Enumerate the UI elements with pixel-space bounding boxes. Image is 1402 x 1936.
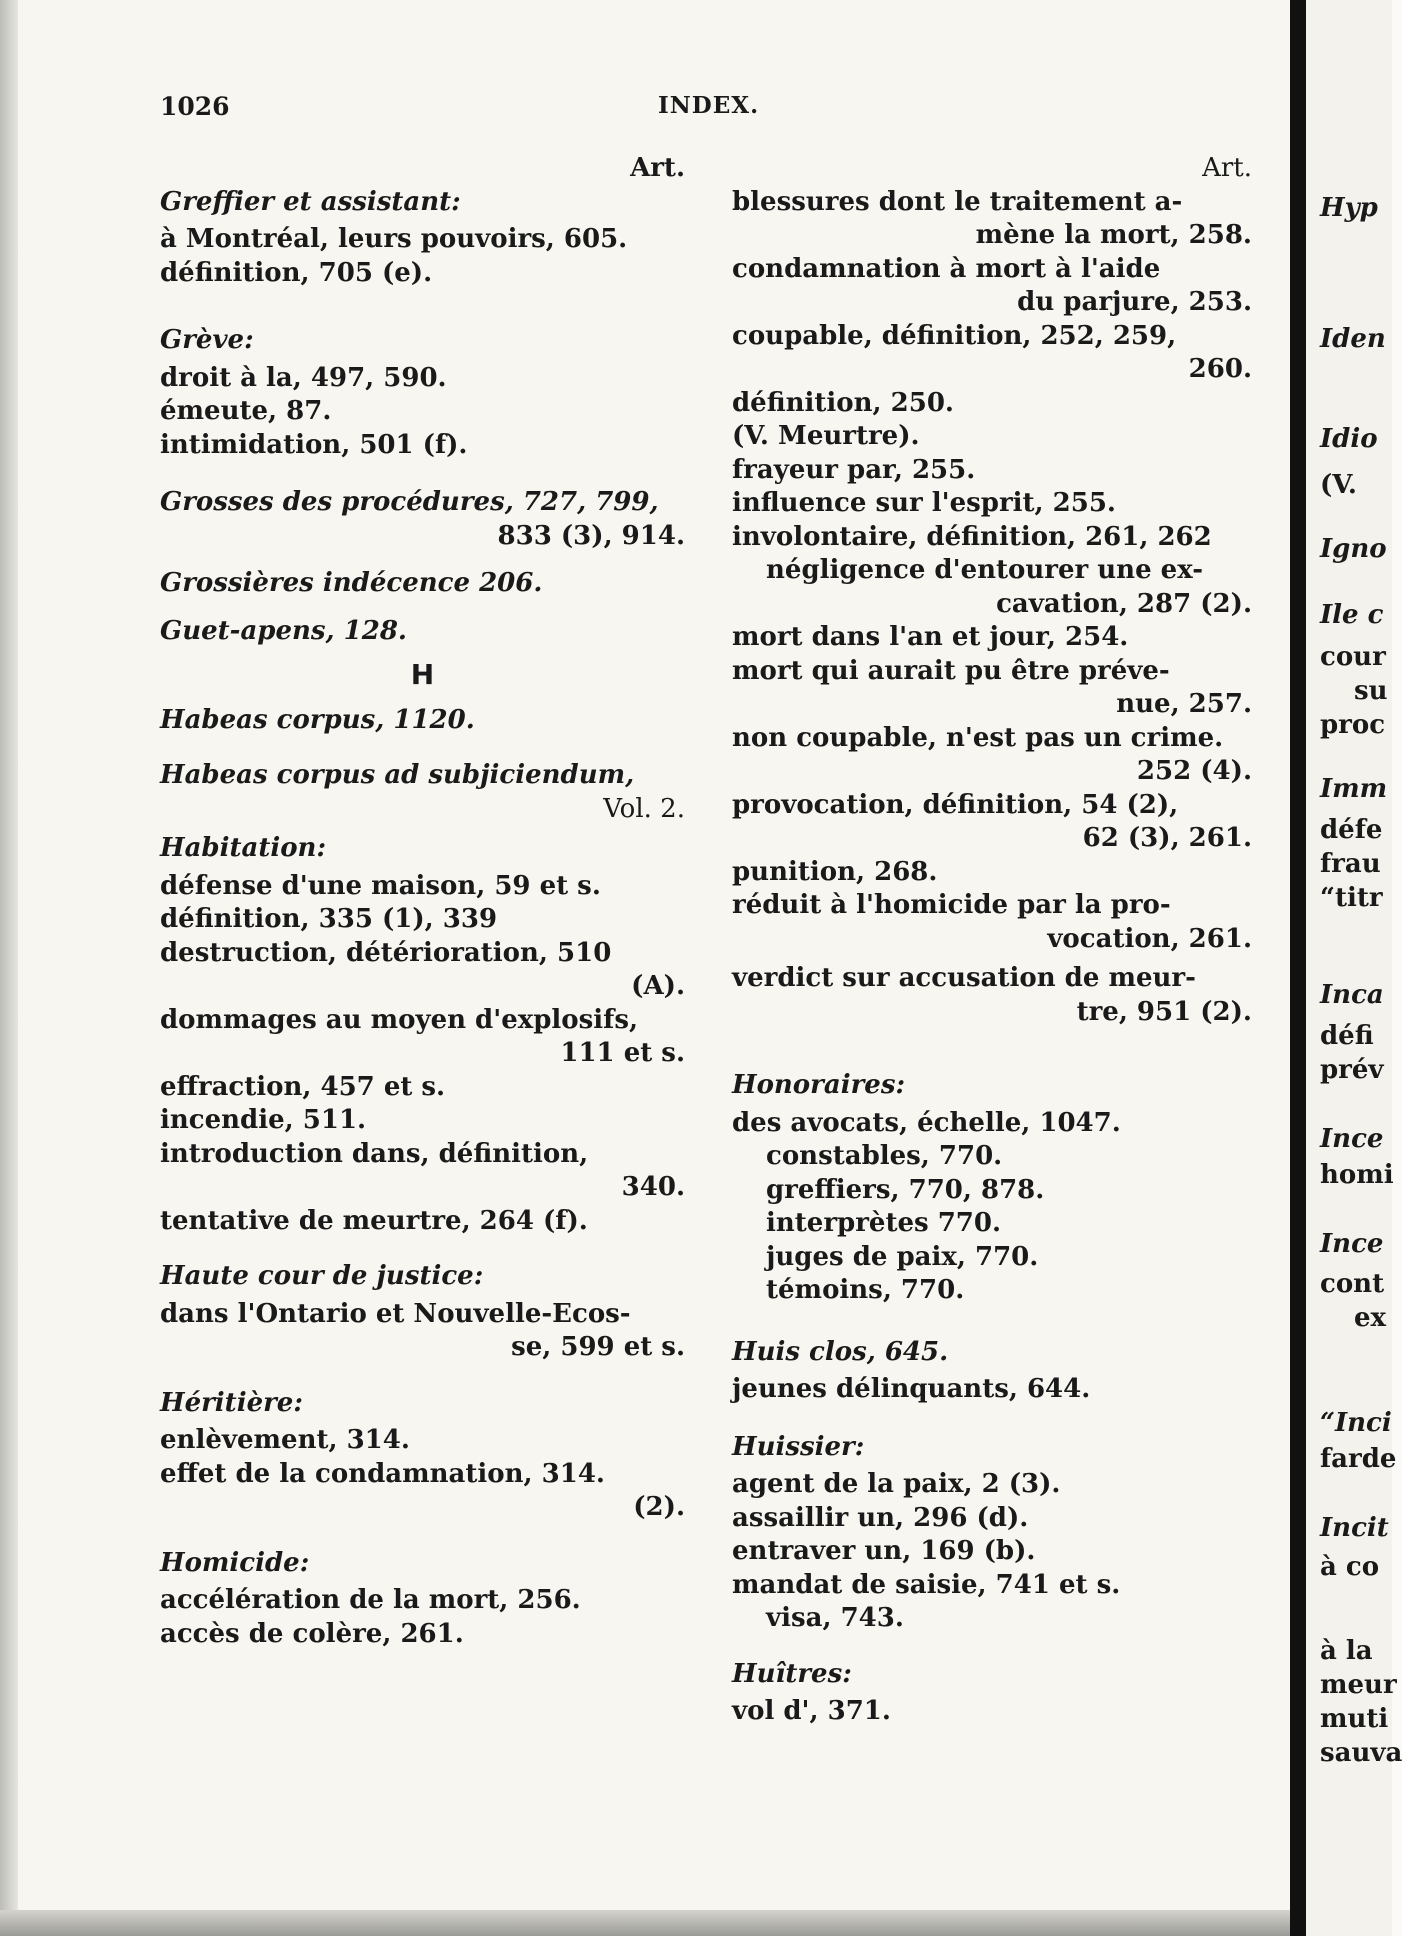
- adjacent-text: Ince: [1320, 1124, 1384, 1154]
- index-entry: accélération de la mort, 256.: [160, 1585, 581, 1615]
- index-entry: condamnation à mort à l'aide: [732, 253, 1161, 284]
- index-entry-continuation: mène la mort, 258.: [975, 220, 1252, 250]
- index-entry: défense d'une maison, 59 et s.: [160, 870, 601, 901]
- index-entry: involontaire, définition, 261, 262: [732, 521, 1212, 552]
- page-bottom-shadow: [0, 1910, 1300, 1936]
- index-heading: Habitation:: [160, 833, 327, 863]
- index-heading: Grossières indécence 206.: [160, 568, 543, 598]
- index-entry: effraction, 457 et s.: [160, 1071, 446, 1102]
- index-entry: émeute, 87.: [160, 396, 332, 426]
- index-heading: Greffier et assistant:: [160, 186, 461, 217]
- index-entry: provocation, définition, 54 (2),: [732, 789, 1179, 820]
- adjacent-text: à la: [1320, 1636, 1373, 1666]
- index-entry: entraver un, 169 (b).: [732, 1536, 1036, 1566]
- index-heading: Honoraires:: [732, 1070, 906, 1100]
- index-entry: incendie, 511.: [160, 1105, 367, 1135]
- adjacent-text: “titr: [1320, 883, 1383, 913]
- index-entry-continuation: 252 (4).: [1136, 756, 1252, 786]
- adjacent-text: ex: [1354, 1303, 1387, 1333]
- page-number: 1026: [160, 92, 230, 121]
- index-entry: accès de colère, 261.: [160, 1618, 464, 1649]
- index-entry: non coupable, n'est pas un crime.: [732, 722, 1224, 753]
- index-entry-continuation: 833 (3), 914.: [497, 520, 685, 551]
- index-subentry: négligence d'entourer une ex-: [766, 555, 1204, 585]
- adjacent-text: cont: [1320, 1269, 1385, 1299]
- index-entry: influence sur l'esprit, 255.: [732, 488, 1116, 518]
- index-heading: Grève:: [160, 325, 254, 355]
- index-entry-continuation: 260.: [1188, 354, 1252, 384]
- index-entry: tentative de meurtre, 264 (f).: [160, 1205, 588, 1236]
- index-entry-continuation: vocation, 261.: [1047, 923, 1252, 954]
- adjacent-text: Imm: [1320, 774, 1388, 804]
- index-entry-continuation: 111 et s.: [560, 1038, 685, 1068]
- index-heading: Guet-apens, 128.: [160, 615, 407, 646]
- index-entry: effet de la condamnation, 314.: [160, 1458, 605, 1489]
- index-subentry: constables, 770.: [766, 1141, 1003, 1171]
- adjacent-text: Hyp: [1320, 193, 1378, 223]
- adjacent-text: Ile c: [1320, 600, 1384, 630]
- index-entry: mandat de saisie, 741 et s.: [732, 1569, 1121, 1600]
- index-heading: Huîtres:: [732, 1658, 852, 1689]
- index-heading: Grosses des procédures, 727, 799,: [160, 487, 659, 517]
- index-heading: Haute cour de justice:: [160, 1261, 484, 1291]
- index-entry: coupable, définition, 252, 259,: [732, 320, 1177, 351]
- index-entry: frayeur par, 255.: [732, 454, 976, 485]
- index-entry-continuation: 340.: [621, 1172, 685, 1202]
- adjacent-text: (V.: [1320, 470, 1357, 500]
- index-subentry: greffiers, 770, 878.: [766, 1174, 1045, 1205]
- index-subentry: visa, 743.: [766, 1603, 904, 1633]
- adjacent-text: proc: [1320, 710, 1386, 740]
- index-entry: agent de la paix, 2 (3).: [732, 1469, 1061, 1499]
- index-entry: définition, 705 (e).: [160, 257, 433, 288]
- adjacent-text: Inca: [1320, 980, 1384, 1010]
- index-entry: verdict sur accusation de meur-: [732, 963, 1196, 993]
- index-entry: punition, 268.: [732, 856, 938, 887]
- adjacent-text: à co: [1320, 1552, 1380, 1582]
- index-heading: Huissier:: [732, 1431, 865, 1462]
- index-heading: Habeas corpus, 1120.: [160, 704, 475, 735]
- adjacent-text: Ince: [1320, 1229, 1384, 1259]
- adjacent-text: cour: [1320, 642, 1386, 672]
- adjacent-page-fragment: [1306, 0, 1402, 1936]
- left-column: [160, 152, 685, 1651]
- art-label: Art.: [1202, 153, 1252, 183]
- index-entry: à Montréal, leurs pouvoirs, 605.: [160, 224, 628, 254]
- index-entry: définition, 335 (1), 339: [160, 904, 498, 934]
- running-title: INDEX.: [658, 92, 760, 119]
- adjacent-text: su: [1354, 676, 1388, 706]
- adjacent-text: frau: [1320, 849, 1381, 879]
- index-subentry: juges de paix, 770.: [766, 1241, 1039, 1272]
- art-label: Art.: [630, 153, 685, 183]
- index-entry: jeunes délinquants, 644.: [732, 1374, 1091, 1404]
- index-heading: Homicide:: [160, 1547, 310, 1578]
- index-entry: mort qui aurait pu être préve-: [732, 655, 1170, 686]
- index-entry-continuation: du parjure, 253.: [1017, 287, 1252, 317]
- adjacent-text: Igno: [1320, 534, 1387, 564]
- index-entry: dans l'Ontario et Nouvelle-Ecos-: [160, 1298, 631, 1329]
- index-heading: Héritière:: [160, 1387, 303, 1418]
- adjacent-text: Idio: [1320, 424, 1378, 454]
- index-entry-continuation: (2).: [633, 1492, 685, 1522]
- adjacent-text: homi: [1320, 1160, 1394, 1190]
- index-entry-continuation: Vol. 2.: [603, 793, 685, 824]
- index-entry-continuation: cavation, 287 (2).: [996, 588, 1252, 619]
- index-entry: réduit à l'homicide par la pro-: [732, 890, 1171, 920]
- index-entry: dommages au moyen d'explosifs,: [160, 1004, 639, 1035]
- index-entry: destruction, détérioration, 510: [160, 937, 612, 968]
- index-entry: introduction dans, définition,: [160, 1138, 589, 1169]
- index-entry: assaillir un, 296 (d).: [732, 1502, 1029, 1533]
- index-entry-continuation: nue, 257.: [1116, 689, 1252, 719]
- index-entry-continuation: 62 (3), 261.: [1082, 823, 1252, 853]
- right-column: [732, 152, 1252, 1729]
- index-heading: Huis clos, 645.: [732, 1336, 949, 1367]
- index-entry: vol d', 371.: [732, 1696, 891, 1726]
- adjacent-text: prév: [1320, 1055, 1384, 1085]
- adjacent-text: sauva: [1320, 1738, 1402, 1768]
- index-entry: intimidation, 501 (f).: [160, 429, 468, 460]
- adjacent-text: “Inci: [1320, 1408, 1392, 1438]
- index-entry: définition, 250.: [732, 387, 954, 418]
- adjacent-text: défi: [1320, 1021, 1374, 1051]
- index-subentry: interprètes 770.: [766, 1208, 1002, 1238]
- adjacent-text: Iden: [1320, 324, 1386, 354]
- adjacent-text: muti: [1320, 1704, 1389, 1734]
- index-entry: blessures dont le traitement a-: [732, 186, 1183, 217]
- index-entry: mort dans l'an et jour, 254.: [732, 622, 1129, 652]
- index-entry: (V. Meurtre).: [732, 421, 920, 451]
- index-entry: des avocats, échelle, 1047.: [732, 1107, 1121, 1138]
- index-entry-continuation: tre, 951 (2).: [1076, 996, 1252, 1027]
- index-subentry: témoins, 770.: [766, 1275, 965, 1305]
- adjacent-text: meur: [1320, 1670, 1397, 1700]
- index-entry: enlèvement, 314.: [160, 1425, 410, 1455]
- running-head: [160, 92, 1272, 128]
- book-binding: [1290, 0, 1306, 1936]
- adjacent-text: défe: [1320, 815, 1383, 845]
- adjacent-text: farde: [1320, 1444, 1397, 1474]
- index-entry: droit à la, 497, 590.: [160, 362, 447, 393]
- page-edge-shadow: [0, 0, 18, 1936]
- adjacent-text: Incit: [1320, 1513, 1389, 1543]
- index-entry-continuation: (A).: [631, 971, 685, 1001]
- section-letter: H: [410, 658, 435, 691]
- index-entry-continuation: se, 599 et s.: [511, 1332, 685, 1362]
- index-heading: Habeas corpus ad subjiciendum,: [160, 760, 635, 790]
